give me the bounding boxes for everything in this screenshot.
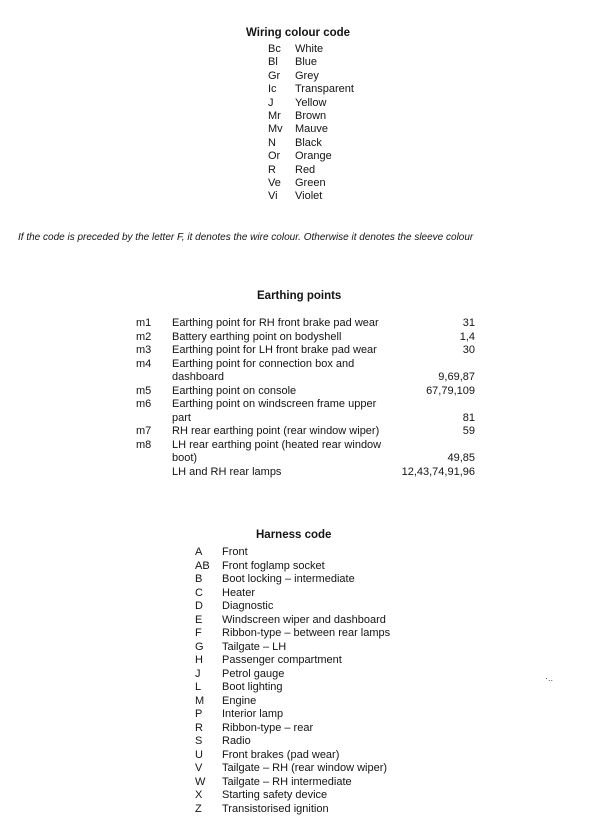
harness-code: H [195, 654, 203, 666]
earthing-figure-refs: 1,4 [459, 330, 475, 343]
earthing-figure-refs: 81 [462, 411, 475, 424]
earthing-figure-refs: 9,69,87 [438, 371, 475, 383]
harness-code: F [195, 627, 202, 639]
colour-name: Mauve [295, 123, 329, 136]
earthing-description: Earthing point on console [172, 384, 297, 397]
harness-code: X [195, 789, 203, 801]
colour-code: N [268, 136, 276, 149]
harness-code: A [195, 546, 203, 558]
earthing-figure-refs: 12,43,74,91,96 [401, 465, 475, 478]
earthing-description: Earthing point for LH front brake pad wear [172, 344, 377, 356]
colour-code: Mv [268, 123, 283, 136]
colour-name: Orange [295, 150, 332, 163]
harness-name: Engine [222, 694, 257, 707]
earthing-code: m7 [136, 425, 152, 437]
harness-code: P [195, 708, 203, 720]
harness-name: Transistorised ignition [222, 802, 329, 815]
colour-code: Ve [268, 177, 281, 189]
earthing-code: m1 [136, 317, 152, 329]
colour-name: Yellow [295, 96, 327, 109]
page-speck: ·.. [545, 673, 553, 683]
earthing-figure-refs: 31 [462, 317, 475, 329]
harness-code: S [195, 735, 203, 747]
earthing-code: m6 [136, 398, 152, 410]
harness-name: Front foglamp socket [222, 559, 325, 572]
colour-code: J [268, 96, 274, 109]
earthing-description: Earthing point for connection box and [172, 357, 355, 370]
harness-name: Ribbon-type – rear [222, 721, 314, 734]
colour-name: White [295, 43, 324, 55]
colour-name: Blue [295, 56, 318, 69]
earthing-code: m8 [136, 438, 152, 451]
harness-code: M [195, 694, 205, 707]
harness-name: Tailgate – RH (rear window wiper) [222, 762, 388, 774]
harness-name: Tailgate – LH [222, 640, 287, 653]
harness-name: Boot lighting [222, 681, 283, 693]
earthing-figure-refs: 30 [462, 344, 475, 356]
colour-code: Bc [268, 43, 281, 55]
earthing-points-heading: Earthing points [257, 290, 342, 302]
colour-name: Red [295, 163, 316, 176]
harness-name: Front brakes (pad wear) [222, 748, 340, 761]
harness-code: W [195, 775, 206, 788]
colour-name: Transparent [295, 83, 354, 96]
harness-code: V [195, 762, 203, 774]
harness-code-heading: Harness code [256, 529, 332, 541]
harness-name: Windscreen wiper and dashboard [222, 613, 386, 626]
earthing-code: m4 [136, 357, 152, 370]
colour-code: R [268, 163, 276, 176]
colour-code: Or [268, 150, 281, 163]
earthing-description: dashboard [172, 371, 224, 383]
earthing-description: part [172, 411, 191, 424]
harness-name: Passenger compartment [222, 654, 342, 666]
colour-code: Ic [268, 83, 277, 96]
earthing-figure-refs: 49,85 [447, 452, 475, 464]
colour-code: Vi [268, 190, 278, 203]
earthing-description: LH and RH rear lamps [172, 465, 282, 478]
harness-name: Diagnostic [222, 600, 274, 612]
harness-name: Boot locking – intermediate [222, 573, 355, 585]
harness-name: Starting safety device [222, 789, 328, 801]
harness-code: Z [195, 802, 202, 815]
harness-code: R [195, 721, 203, 734]
earthing-code: m2 [136, 330, 152, 343]
earthing-description: LH rear earthing point (heated rear window [172, 438, 382, 451]
harness-name: Petrol gauge [222, 667, 285, 680]
colour-code: Gr [268, 69, 281, 82]
earthing-description: Battery earthing point on bodyshell [172, 330, 342, 343]
earthing-figure-refs: 67,79,109 [426, 384, 475, 397]
earthing-description: Earthing point for RH front brake pad wear [172, 317, 379, 329]
harness-code: B [195, 573, 203, 585]
colour-name: Violet [295, 190, 323, 203]
harness-name: Interior lamp [222, 708, 284, 720]
harness-code: L [195, 681, 202, 693]
wiring-colour-code-heading: Wiring colour code [246, 27, 351, 39]
colour-name: Black [295, 136, 322, 149]
colour-name: Green [295, 177, 326, 189]
earthing-code: m5 [136, 384, 152, 397]
harness-code: C [195, 586, 203, 599]
colour-code: Mr [268, 110, 281, 122]
harness-code: E [195, 613, 203, 626]
earthing-description: Earthing point on windscreen frame upper [172, 398, 377, 410]
harness-name: Heater [222, 586, 256, 599]
harness-code: U [195, 748, 203, 761]
harness-name: Ribbon-type – between rear lamps [222, 627, 391, 639]
harness-code: AB [195, 559, 210, 572]
earthing-code: m3 [136, 344, 152, 356]
harness-code: J [195, 667, 201, 680]
earthing-figure-refs: 59 [462, 425, 475, 437]
harness-name: Tailgate – RH intermediate [222, 775, 352, 788]
harness-code: G [195, 640, 204, 653]
colour-name: Brown [295, 110, 327, 122]
harness-name: Radio [222, 735, 251, 747]
colour-code: Bl [268, 56, 278, 69]
colour-code-note: If the code is preceded by the letter F, it denotes the wire colour. Otherwise it denotes the sleeve colour [18, 232, 474, 243]
colour-name: Grey [295, 69, 319, 82]
earthing-description: RH rear earthing point (rear window wiper) [172, 425, 380, 437]
harness-code: D [195, 600, 203, 612]
harness-name: Front [222, 546, 248, 558]
earthing-description: boot) [172, 452, 198, 464]
